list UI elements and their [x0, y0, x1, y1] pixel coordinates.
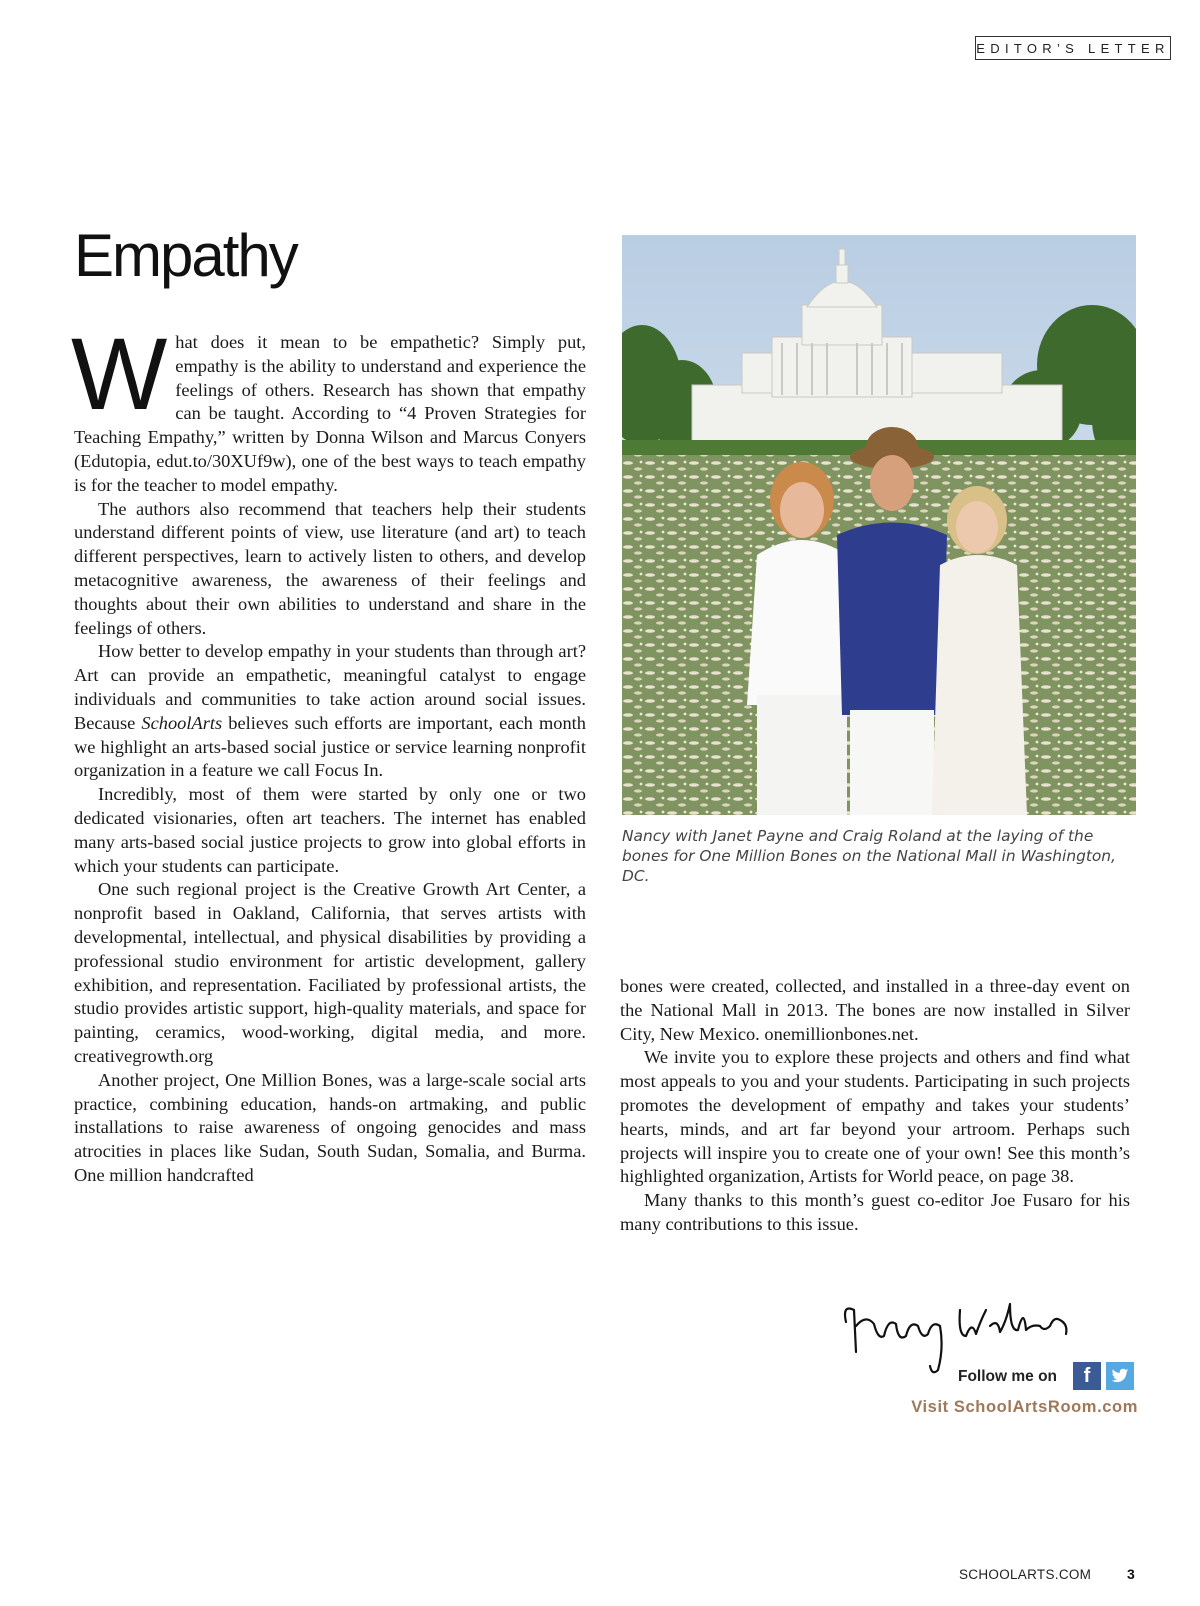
photo-caption: Nancy with Janet Payne and Craig Roland at the laying of the bones for One Million Bones on the National Mall in Washington, DC. — [622, 827, 1116, 885]
article-column-left — [71, 317, 586, 1188]
footer-website: SCHOOLARTS.COM — [959, 1567, 1092, 1582]
article-column-right — [620, 975, 1130, 1237]
twitter-icon[interactable] — [1106, 1362, 1134, 1390]
paragraph-visionaries: Incredibly, most of them were started by only one or two dedicated visionaries, often art teachers. The internet has enabled many arts-based social justice projects to grow into global efforts in which your students can participate. — [74, 784, 586, 876]
follow-label: Follow me on — [958, 1368, 1058, 1385]
paragraph-one-million-bones: Another project, One Million Bones, was a large-scale social arts practice, combining education, hands-on artmaking, and public installations to raise awareness of ongoing genocides and mass atrocities in places like Sudan, South Sudan, Somalia, and Burma. One million handcrafted — [74, 1069, 586, 1185]
article-title: Empathy — [74, 222, 297, 289]
page-number: 3 — [1127, 1566, 1135, 1582]
paragraph-invitation: We invite you to explore these projects and others and find what most appeals to you and your students. Participating in such projects promotes the development of empathy and takes your students’ hearts, minds, and art far beyond your artroom. Perhaps such projects will inspire you to create one of your own! See this month’s highlighted organization, Artists for World peace, on page 38. — [620, 1047, 1130, 1187]
drop-cap: W — [71, 317, 168, 431]
feature-photo — [622, 235, 1136, 815]
magazine-name: SchoolArts — [141, 712, 223, 733]
facebook-icon[interactable]: f — [1073, 1362, 1101, 1390]
paragraph-authors: The authors also recommend that teachers help their students understand different points of view, use literature (and art) to teach different perspectives, learn to actively listen to others, and develop metacognitive awareness, the awareness of their feelings and thoughts about their own abilities to understand and share in the feelings of others. — [74, 498, 586, 638]
section-label: EDITOR’S LETTER — [975, 36, 1171, 60]
visit-website-link[interactable]: Visit SchoolArtsRoom.com — [911, 1398, 1138, 1416]
editor-signature — [840, 1296, 1080, 1376]
paragraph-thanks: Many thanks to this month’s guest co-editor Joe Fusaro for his many contributions to this issue. — [620, 1190, 1130, 1234]
paragraph-art-catalyst: How better to develop empathy in your students than through art? Art can provide an empathetic, meaningful catalyst to engage individuals and communities to take action around social issues. Because SchoolArts believes such efforts are important, each month we highlight an arts-based social justice or service learning nonprofit organization in a feature we call Focus In. — [74, 641, 586, 781]
paragraph-bones-installed: bones were created, collected, and installed in a three-day event on the National Mall in 2013. The bones are now installed in Silver City, New Mexico. onemillionbones.net. — [620, 976, 1130, 1044]
paragraph-creative-growth: One such regional project is the Creative Growth Art Center, a nonprofit based in Oakland, California, that serves artists with developmental, intellectual, and physical disabilities by providing a professional studio environment for artistic development, gallery exhibition, and representation. Faciliated by professional artists, the studio provides artistic support, high-quality materials, and space for painting, ceramics, wood-working, digital media, and more. creativegrowth.org — [74, 879, 586, 1066]
paragraph-intro: What does it mean to be empathetic? Simply put, empathy is the ability to understand and experience the feelings of others. Research has shown that empathy can be taught. According to “4 Proven Strategies for Teaching Empathy,” written by Donna Wilson and Marcus Conyers (Edutopia, edut.to/30XUf9w), one of the best ways to teach empathy is for the teacher to model empathy. — [71, 317, 586, 495]
